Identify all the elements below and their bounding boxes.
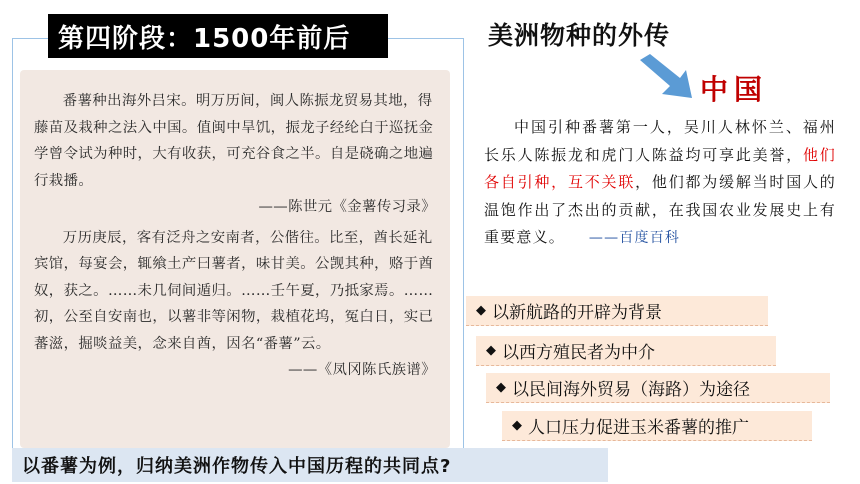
intro-text-highlight: 他们各自引种，互不关联 xyxy=(484,145,836,191)
point-3 xyxy=(486,373,830,403)
intro-text-part2: ，他们都为缓解当时国人的温饱作出了杰出的贡献，在我国农业发展史上有重要意义。 xyxy=(484,173,836,246)
point-text: 人口压力促进玉米番薯的推广 xyxy=(528,418,749,438)
china-label: 中国 xyxy=(700,73,769,106)
document-paragraph-2: 万历庚辰，客有泛舟之安南者，公偕往。比至，酋长延礼宾馆，每宴会，辄飨土产曰薯者，味甘美。公觊其种，赂于酋奴，获之。……未几伺间遁归。……壬午夏，乃抵家焉。……初，公至自安南也，以薯非等闲物，栽植花坞，冤白日，实已蕃滋，掘啖益美，念来自酋，因名“番薯”云。 xyxy=(34,229,434,352)
stage-title: 第四阶段：1500年前后 xyxy=(48,14,388,58)
document-paragraph-1: 番薯种出海外吕宋。明万历间，闽人陈振龙贸易其地，得藤苗及栽种之法入中国。值闽中旱饥，振龙子经纶白于巡抚金学曾令试为种时，大有收获，可充谷食之半。自是硗确之地遍行栽播。 xyxy=(34,93,434,189)
diamond-bullet-icon: ◆ xyxy=(476,303,486,318)
document-excerpt xyxy=(20,70,450,448)
point-4 xyxy=(502,411,812,441)
arrow-down-right-icon xyxy=(636,54,696,100)
diamond-bullet-icon: ◆ xyxy=(512,418,522,433)
discussion-question: 以番薯为例，归纳美洲作物传入中国历程的共同点? xyxy=(12,448,608,482)
point-2 xyxy=(476,336,776,366)
document-source-2: ——《凤冈陈氏族谱》 xyxy=(288,362,436,378)
diamond-bullet-icon: ◆ xyxy=(496,380,506,395)
section-title: 美洲物种的外传 xyxy=(488,21,671,50)
diamond-bullet-icon: ◆ xyxy=(486,343,496,358)
intro-text xyxy=(484,114,836,253)
document-source-1: ——陈世元《金薯传习录》 xyxy=(258,199,436,215)
point-text: 以新航路的开辟为背景 xyxy=(492,303,662,323)
point-1 xyxy=(466,296,768,326)
intro-citation: ——百度百科 xyxy=(588,230,681,246)
point-text: 以西方殖民者为中介 xyxy=(502,343,655,363)
point-text: 以民间海外贸易（海路）为途径 xyxy=(512,380,750,400)
intro-text-part1: 中国引种番薯第一人，吴川人林怀兰、福州长乐人陈振龙和虎门人陈益均可享此美誉， xyxy=(484,118,836,164)
